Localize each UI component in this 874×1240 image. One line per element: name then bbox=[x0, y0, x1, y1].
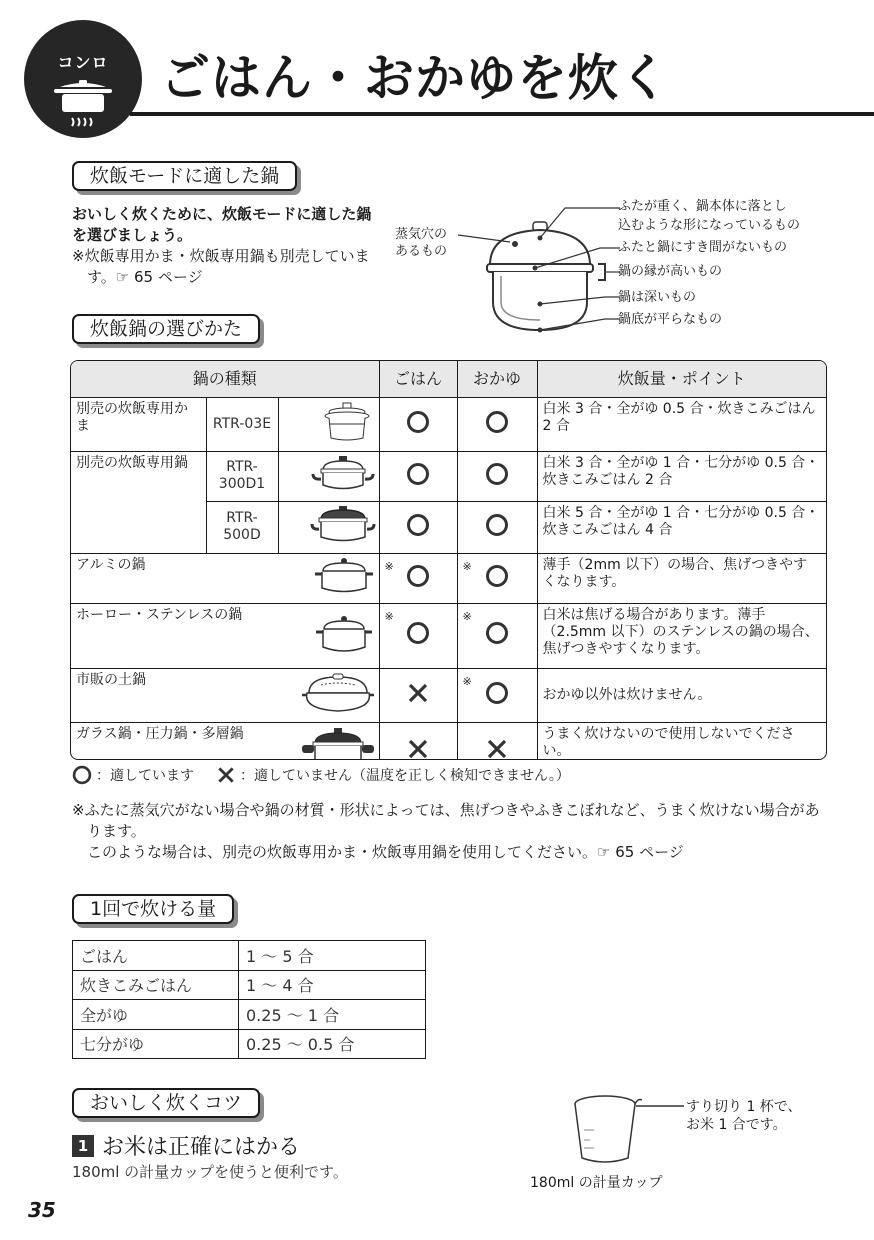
table-row bbox=[73, 1029, 426, 1059]
stove-pot-icon bbox=[52, 80, 114, 130]
page-title: ごはん・おかゆを炊く bbox=[160, 49, 670, 107]
pot-name: ホーロー・ステンレスの鍋 bbox=[71, 603, 278, 668]
legend-ok-text: ：適しています bbox=[96, 768, 194, 784]
step-number: 1 bbox=[72, 1135, 94, 1157]
gohan-mark bbox=[379, 501, 457, 553]
circle-ok-icon bbox=[485, 681, 509, 705]
cross-ng-icon bbox=[485, 737, 509, 761]
legend-ng-text: ：適していません（温度を正しく検知できません。） bbox=[240, 768, 570, 784]
gohan-mark bbox=[379, 603, 457, 668]
circle-ok-icon bbox=[72, 765, 92, 785]
pot-image bbox=[278, 397, 379, 451]
header-gohan: ごはん bbox=[379, 361, 457, 397]
okayu-mark bbox=[457, 451, 537, 501]
table-row bbox=[71, 553, 826, 603]
circle-ok-icon bbox=[406, 621, 430, 645]
clay-pot-icon bbox=[299, 671, 377, 715]
point-text: 白米は焦げる場合があります。薄手（2.5mm 以下）のステンレスの鍋の場合、焦げつきやすくなります。 bbox=[537, 603, 826, 668]
rice-cooker-pot-icon bbox=[317, 400, 377, 444]
label-lid-heavy-2: 込むような形になっているもの bbox=[618, 218, 801, 233]
header-pot-type: 鍋の種類 bbox=[71, 361, 379, 397]
gohan-mark bbox=[379, 553, 457, 603]
okayu-mark bbox=[457, 668, 537, 722]
table-row bbox=[71, 603, 826, 668]
asterisk: ※ bbox=[462, 674, 472, 688]
amount-value: 0.25 ～ 1 合 bbox=[239, 1000, 426, 1030]
okayu-mark bbox=[457, 397, 537, 451]
asterisk: ※ bbox=[462, 609, 472, 623]
rice-pot-icon bbox=[309, 454, 377, 494]
table-header-row bbox=[71, 361, 826, 397]
asterisk: ※ bbox=[462, 559, 472, 573]
circle-ok-icon bbox=[485, 410, 509, 434]
section-heading-suitable-pot: 炊飯モードに適した鍋 bbox=[72, 161, 297, 191]
pot-image bbox=[278, 451, 379, 501]
table-row bbox=[73, 970, 426, 1000]
circle-ok-icon bbox=[406, 564, 430, 588]
pot-image bbox=[278, 668, 379, 722]
table-row bbox=[73, 941, 426, 971]
header-okayu: おかゆ bbox=[457, 361, 537, 397]
asterisk: ※ bbox=[384, 609, 394, 623]
pot-name: 市販の土鍋 bbox=[71, 668, 278, 722]
footnote-line-2: このような場合は、別売の炊飯専用かま・炊飯専用鍋を使用してください。☞ 65 ページ bbox=[87, 843, 684, 861]
cross-ng-icon bbox=[406, 737, 430, 761]
aluminum-pot-icon bbox=[311, 556, 377, 596]
amount-item: 炊きこみごはん bbox=[73, 970, 239, 1000]
pressure-cooker-icon bbox=[299, 725, 377, 761]
table-row bbox=[71, 668, 826, 722]
header-point: 炊飯量・ポイント bbox=[537, 361, 826, 397]
pot-image bbox=[278, 603, 379, 668]
point-text: うまく炊けないので使用しないでください。 bbox=[537, 722, 826, 760]
circle-ok-icon bbox=[485, 513, 509, 537]
enamel-pot-icon bbox=[311, 609, 377, 657]
point-text: おかゆ以外は炊けません。 bbox=[537, 668, 826, 722]
section-heading-how-to-choose: 炊飯鍋の選びかた bbox=[72, 314, 260, 344]
measuring-cup-icon bbox=[570, 1090, 690, 1170]
point-text: 白米 3 合・全がゆ 1 合・七分がゆ 0.5 合・炊きこみごはん 2 合 bbox=[537, 451, 826, 501]
circle-ok-icon bbox=[485, 564, 509, 588]
amount-value: 1 ～ 4 合 bbox=[239, 970, 426, 1000]
table-row bbox=[71, 451, 826, 501]
amount-value: 0.25 ～ 0.5 合 bbox=[239, 1029, 426, 1059]
pot-model: RTR-03E bbox=[206, 397, 278, 451]
point-text: 白米 5 合・全がゆ 1 合・七分がゆ 0.5 合・炊きこみごはん 4 合 bbox=[537, 501, 826, 553]
footnote bbox=[72, 800, 832, 863]
pot-selection-table bbox=[70, 360, 827, 760]
gohan-mark bbox=[379, 668, 457, 722]
step-description: 180ml の計量カップを使うと便利です。 bbox=[72, 1163, 348, 1181]
amount-value: 1 ～ 5 合 bbox=[239, 941, 426, 971]
gohan-mark bbox=[379, 722, 457, 760]
step-1 bbox=[72, 1130, 300, 1161]
gohan-mark bbox=[379, 397, 457, 451]
step-title: お米は正確にはかる bbox=[102, 1135, 301, 1160]
intro-note: ※炊飯専用かま・炊飯専用鍋も別売しています。☞ 65 ページ bbox=[72, 247, 370, 286]
pot-model: RTR-500D bbox=[206, 501, 278, 553]
footnote-line-1: ※ふたに蒸気穴がない場合や鍋の材質・形状によっては、焦げつきやふきこぼれなど、うまく炊けない場合があります。 bbox=[72, 801, 820, 840]
pot-diagram bbox=[390, 192, 870, 341]
section-heading-tips: おいしく炊くコツ bbox=[72, 1088, 260, 1118]
label-high-rim: 鍋の縁が高いもの bbox=[618, 264, 723, 279]
mark-legend bbox=[72, 765, 570, 785]
pot-name: 別売の炊飯専用鍋 bbox=[71, 451, 206, 501]
intro-text bbox=[72, 204, 372, 288]
pot-image bbox=[278, 553, 379, 603]
page-number: 35 bbox=[28, 1198, 56, 1222]
okayu-mark bbox=[457, 501, 537, 553]
amount-table bbox=[72, 940, 426, 1059]
asterisk: ※ bbox=[384, 559, 394, 573]
section-heading-amount: 1回で炊ける量 bbox=[72, 894, 234, 924]
pot-model: RTR-300D1 bbox=[206, 451, 278, 501]
header-rule bbox=[130, 112, 874, 116]
amount-item: 七分がゆ bbox=[73, 1029, 239, 1059]
amount-item: 全がゆ bbox=[73, 1000, 239, 1030]
header-badge bbox=[24, 20, 142, 138]
gohan-mark bbox=[379, 451, 457, 501]
pot-name: 別売の炊飯専用かま bbox=[71, 397, 206, 451]
label-flat-bottom: 鍋底が平らなもの bbox=[618, 312, 723, 327]
okayu-mark bbox=[457, 722, 537, 760]
circle-ok-icon bbox=[485, 621, 509, 645]
cross-ng-icon bbox=[216, 765, 236, 785]
circle-ok-icon bbox=[406, 462, 430, 486]
cup-note: すり切り 1 杯で、 お米 1 合です。 bbox=[686, 1099, 802, 1133]
cross-ng-icon bbox=[406, 681, 430, 705]
okayu-mark bbox=[457, 603, 537, 668]
table-row bbox=[73, 1000, 426, 1030]
pot-image bbox=[278, 501, 379, 553]
pot-name: ガラス鍋・圧力鍋・多層鍋 bbox=[71, 722, 278, 760]
circle-ok-icon bbox=[485, 462, 509, 486]
circle-ok-icon bbox=[406, 513, 430, 537]
rice-pot-large-icon bbox=[309, 504, 377, 546]
cup-label: 180ml の計量カップ bbox=[530, 1175, 663, 1191]
label-deep: 鍋は深いもの bbox=[618, 290, 697, 305]
label-lid-heavy-1: ふたが重く、鍋本体に落とし bbox=[618, 199, 787, 214]
pot-image bbox=[278, 722, 379, 760]
point-text: 白米 3 合・全がゆ 0.5 合・炊きこみごはん 2 合 bbox=[537, 397, 826, 451]
amount-item: ごはん bbox=[73, 941, 239, 971]
table-row bbox=[71, 397, 826, 451]
label-steam-hole: 蒸気穴の あるもの bbox=[395, 227, 448, 259]
table-row bbox=[71, 501, 826, 553]
pot-name: アルミの鍋 bbox=[71, 553, 278, 603]
pot-name-empty bbox=[71, 501, 206, 553]
label-no-gap: ふたと鍋にすき間がないもの bbox=[618, 240, 788, 255]
circle-ok-icon bbox=[406, 410, 430, 434]
intro-bold: おいしく炊くために、炊飯モードに適した鍋を選びましょう。 bbox=[72, 205, 372, 244]
table-row bbox=[71, 722, 826, 760]
okayu-mark bbox=[457, 553, 537, 603]
header-badge-label: コンロ bbox=[57, 53, 109, 72]
point-text: 薄手（2mm 以下）の場合、焦げつきやすくなります。 bbox=[537, 553, 826, 603]
